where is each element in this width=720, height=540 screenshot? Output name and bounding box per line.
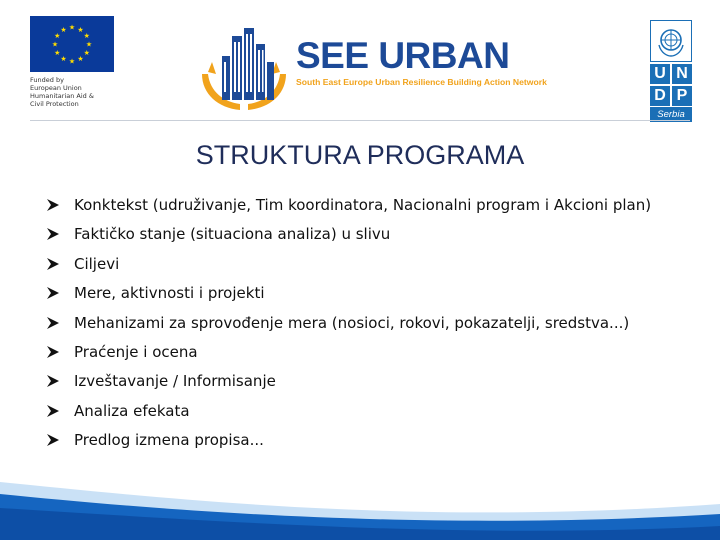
list-item-text: Faktičko stanje (situaciona analiza) u slivu [74,225,391,244]
undp-country: Serbia [650,107,692,122]
eu-flag-icon [30,16,114,72]
header-divider [30,120,690,121]
see-urban-logo [196,22,547,118]
list-item-text: Mere, aktivnosti i projekti [74,284,265,303]
eu-star-icon: ★ [68,24,76,32]
eu-star-icon: ★ [85,41,93,49]
eu-caption-line: Civil Protection [30,100,79,108]
eu-star-icon: ★ [60,26,67,34]
eu-star-icon: ★ [83,50,90,57]
arrow-bullet-icon [46,257,60,271]
brand-name: SEE URBAN [296,35,510,76]
list-item-text: Mehanizami za sprovođenje mera (nosioci, rokovi, pokazatelji, sredstva...) [74,313,630,332]
eu-star-icon: ★ [60,56,67,64]
arrow-bullet-icon [46,227,60,241]
eu-logo [30,16,114,108]
list-item-text: Izveštavanje / Informisanje [74,372,276,391]
arrow-bullet-icon [46,374,60,388]
arrow-bullet-icon [46,345,60,359]
eu-caption [30,76,114,108]
eu-caption-line: European Union [30,84,82,92]
eu-star-icon: ★ [54,33,61,40]
slide-header [0,0,720,122]
eu-star-icon: ★ [77,26,84,34]
eu-caption-line: Humanitarian Aid & [30,92,94,100]
undp-letter: P [672,86,692,106]
undp-letters [650,64,692,106]
eu-star-icon: ★ [68,58,76,66]
arrow-bullet-icon [46,198,60,212]
eu-star-icon: ★ [51,41,59,49]
list-item-text: Konktekst (udruživanje, Tim koordinatora, Nacionalni program i Akcioni plan) [74,196,652,214]
arrow-bullet-icon [46,316,60,330]
list-item-text: Ciljevi [74,254,120,273]
undp-logo [650,20,692,122]
arrow-bullet-icon [46,404,60,418]
undp-letter: U [650,64,670,84]
list-item-text: Analiza efekata [74,401,190,420]
footer-wave [0,460,720,540]
eu-caption-line: Funded by [30,76,64,84]
arrow-bullet-icon [46,433,60,447]
slide-title: STRUKTURA PROGRAMA [195,140,525,170]
eu-star-icon: ★ [77,56,84,64]
undp-letter: D [650,86,670,106]
brand-tagline: South East Europe Urban Resilience Building Action Network [296,77,547,87]
city-hands-icon [196,22,292,118]
un-emblem-icon [650,20,692,62]
arrow-bullet-icon [46,286,60,300]
undp-letter: N [672,64,692,84]
list-item-text: Praćenje i ocena [74,342,198,361]
eu-star-icon: ★ [83,33,90,40]
brand-text [296,36,547,87]
list-item-text: Predlog izmena propisa... [74,431,264,450]
eu-star-icon: ★ [54,50,61,57]
